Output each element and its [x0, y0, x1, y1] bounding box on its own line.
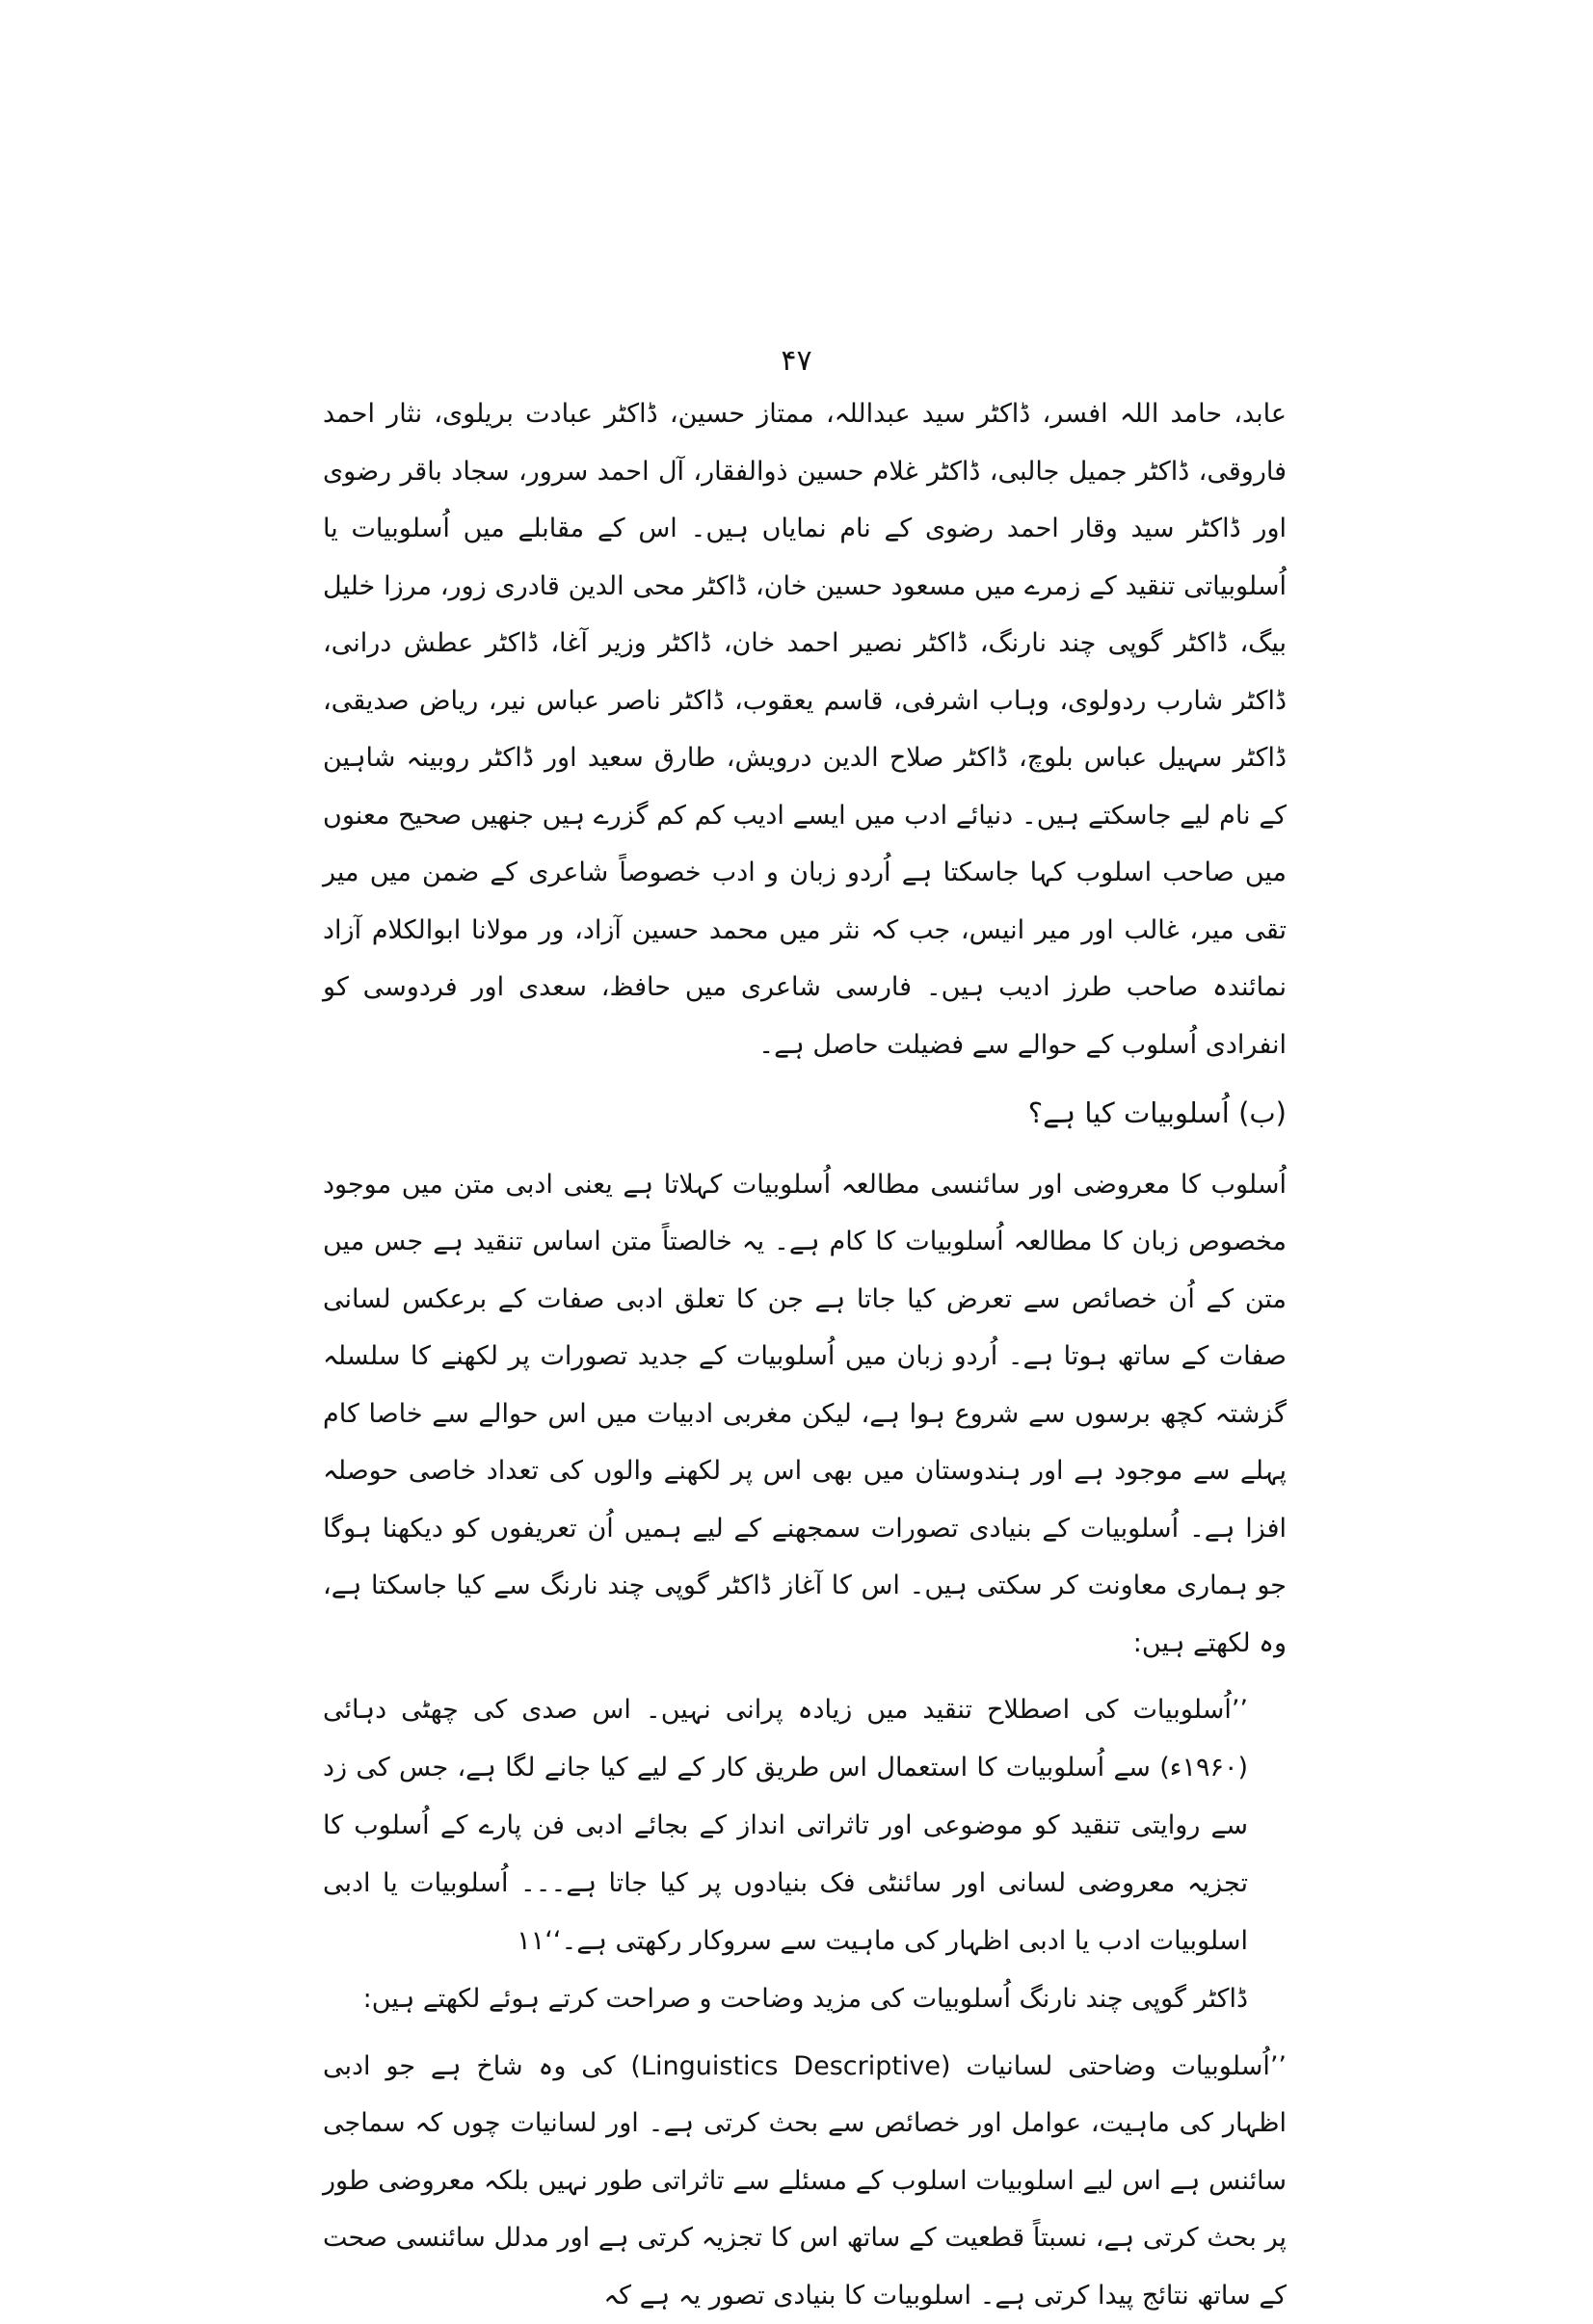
paragraph-critics-list: عابد، حامد اللہ افسر، ڈاکٹر سید عبداللہ، ممتاز حسین، ڈاکٹر عبادت بریلوی، نثار احمد فاروقی، ڈاکٹر جمیل جالبی، ڈاکٹر غلام حسین ذوالفقار، آل احمد سرور، سجاد باقر رضوی اور ڈاکٹر سید وقار احمد رضوی کے نام نمایاں ہیں۔ اس کے مقابلے میں اُسلوبیات یا اُسلوبیاتی تنقید کے زمرے میں مسعود حسین خان، ڈاکٹر محی الدین قادری زور، مرزا خلیل بیگ، ڈاکٹر گوپی چند نارنگ، ڈاکٹر نصیر احمد خان، ڈاکٹر وزیر آغا، ڈاکٹر عطش درانی، ڈاکٹر شارب ردولوی، وہاب اشرفی، قاسم یعقوب، ڈاکٹر ناصر عباس نیر، ریاض صدیقی، ڈاکٹر سہیل عباس بلوچ، ڈاکٹر صلاح الدین درویش، طارق سعید اور ڈاکٹر روبینہ شاہین کے نام لیے جاسکتے ہیں۔ دنیائے ادب میں ایسے ادیب کم کم گزرے ہیں جنھیں صحیح معنوں میں صاحب اسلوب کہا جاسکتا ہے اُردو زبان و ادب خصوصاً شاعری کے ضمن میں میر تقی میر، غالب اور میر انیس، جب کہ نثر میں محمد حسین آزاد، ور مولانا ابوالکلام آزاد نمائندہ صاحب طرز ادیب ہیں۔ فارسی شاعری میں حافظ، سعدی اور فردوسی کو انفرادی اُسلوب کے حوالے سے فضیلت حاصل ہے۔ — [323, 385, 1287, 1073]
page-body — [323, 385, 1287, 2324]
block-quote-narang-1: ’’اُسلوبیات کی اصطلاح تنقید میں زیادہ پرانی نہیں۔ اس صدی کی چھٹی دہائی (۱۹۶۰ء) سے اُسلوبیات کا استعمال اس طریق کار کے لیے کیا جانے لگا ہے، جس کی زد سے روایتی تنقید کو موضوعی اور تاثراتی انداز کے بجائے ادبی فن پارے کے اُسلوب کا تجزیہ معروضی لسانی اور سائنٹی فک بنیادوں پر کیا جاتا ہے۔۔۔ اُسلوبیات یا ادبی اسلوبیات ادب یا ادبی اظہار کی ماہیت سے سروکار رکھتی ہے۔‘‘۱۱ — [323, 1681, 1248, 1970]
block-quote-narang-2: ’’اُسلوبیات وضاحتی لسانیات (Linguistics Descriptive) کی وہ شاخ ہے جو ادبی اظہار کی ماہیت، عوامل اور خصائص سے بحث کرتی ہے۔ اور لسانیات چوں کہ سماجی سائنس ہے اس لیے اسلوبیات اسلوب کے مسئلے سے تاثراتی طور نہیں بلکہ معروضی طور پر بحث کرتی ہے، نسبتاً قطعیت کے ساتھ اس کا تجزیہ کرتی ہے اور مدلل سائنسی صحت کے ساتھ نتائج پیدا کرتی ہے۔ اسلوبیات کا بنیادی تصور یہ ہے کہ — [323, 2038, 1287, 2324]
paragraph-stylistics-definition: اُسلوب کا معروضی اور سائنسی مطالعہ اُسلوبیات کہلاتا ہے یعنی ادبی متن میں موجود مخصوص زبان کا مطالعہ اُسلوبیات کا کام ہے۔ یہ خالصتاً متن اساس تنقید ہے جس میں متن کے اُن خصائص سے تعرض کیا جاتا ہے جن کا تعلق ادبی صفات کے برعکس لسانی صفات کے ساتھ ہوتا ہے۔ اُردو زبان میں اُسلوبیات کے جدید تصورات پر لکھنے کا سلسلہ گزشتہ کچھ برسوں سے شروع ہوا ہے، لیکن مغربی ادبیات میں اس حوالے سے خاصا کام پہلے سے موجود ہے اور ہندوستان میں بھی اس پر لکھنے والوں کی تعداد خاصی حوصلہ افزا ہے۔ اُسلوبیات کے بنیادی تصورات سمجھنے کے لیے ہمیں اُن تعریفوں کو دیکھنا ہوگا جو ہماری معاونت کر سکتی ہیں۔ اس کا آغاز ڈاکٹر گوپی چند نارنگ سے کیا جاسکتا ہے، وہ لکھتے ہیں: — [323, 1156, 1287, 1673]
page-number: ۴۷ — [0, 345, 1593, 378]
quote-attribution: ڈاکٹر گوپی چند نارنگ اُسلوبیات کی مزید وضاحت و صراحت کرتے ہوئے لکھتے ہیں: — [323, 1970, 1248, 2028]
section-heading: (ب) اُسلوبیات کیا ہے؟ — [323, 1083, 1287, 1143]
